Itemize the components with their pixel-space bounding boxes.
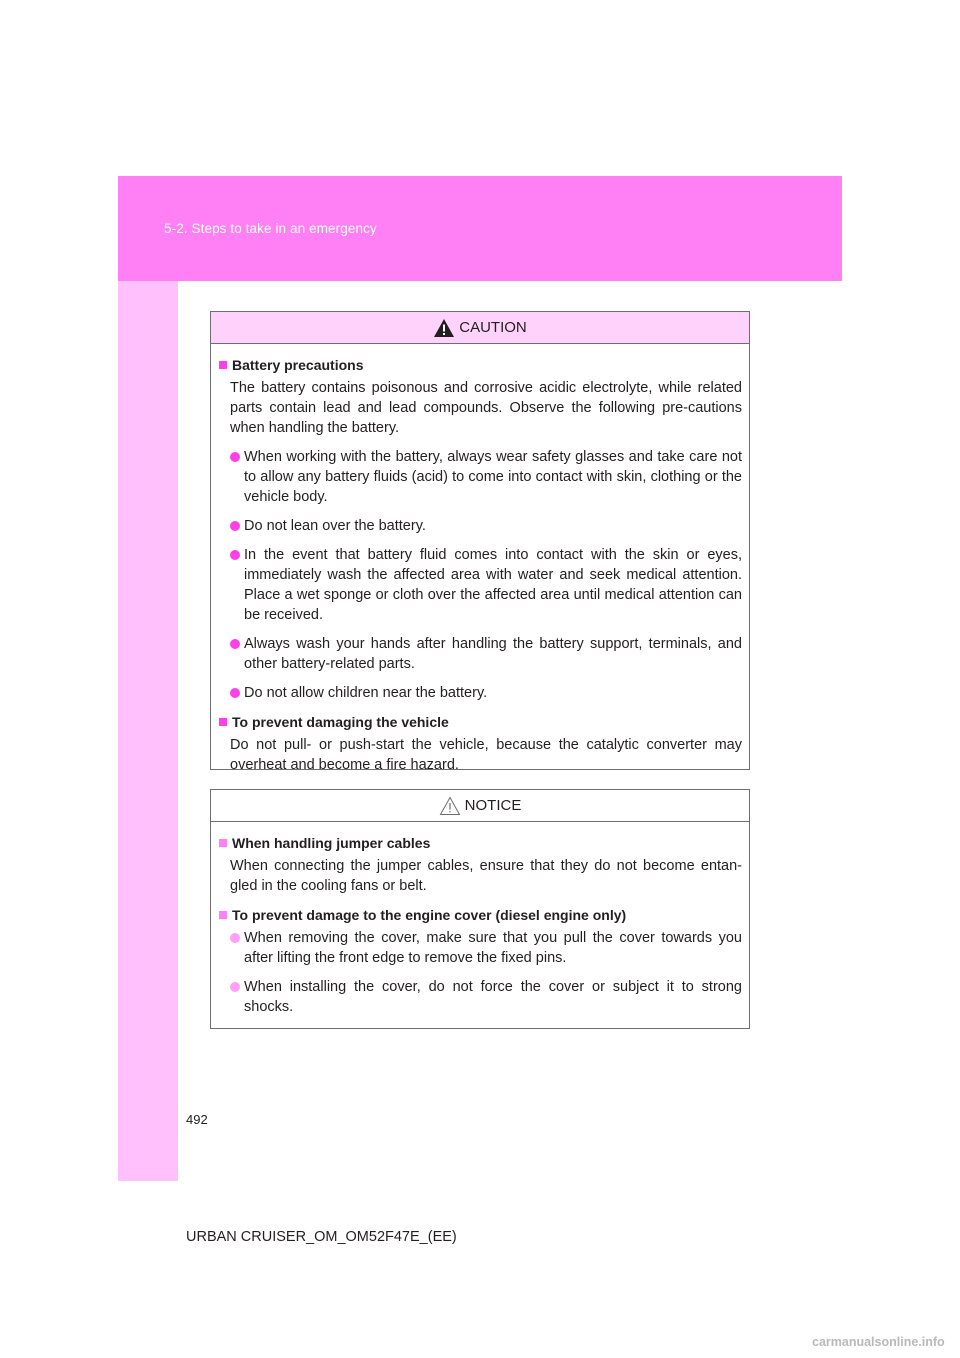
list-item-text: Always wash your hands after handling the battery support, terminals, and other battery-related parts. (244, 636, 742, 672)
circle-bullet-icon (230, 933, 240, 943)
list-item (230, 683, 742, 703)
list-item (230, 977, 742, 1017)
footer-code: URBAN CRUISER_OM_OM52F47E_(EE) (186, 1229, 457, 1245)
paragraph: The battery contains poisonous and corrosive acidic electrolyte, while related parts contain lead and lead compounds. Observe the following pre-cautions when handling the battery. (230, 380, 742, 436)
square-bullet-icon (219, 361, 227, 369)
notice-body (211, 822, 749, 1017)
paragraph: Do not pull- or push-start the vehicle, because the catalytic converter may overheat and become a fire hazard. (230, 737, 742, 773)
section-title: 5-2. Steps to take in an emergency (164, 221, 377, 236)
list-item (230, 634, 742, 674)
section-heading (219, 833, 742, 853)
caution-header (211, 312, 749, 344)
list-item-text: When installing the cover, do not force the cover or subject it to strong shocks. (244, 979, 742, 1015)
list-item (230, 545, 742, 625)
heading-text: When handling jumper cables (232, 835, 431, 851)
page-number: 492 (186, 1112, 208, 1127)
warning-icon (433, 318, 455, 338)
list-item-text: When working with the battery, always wear safety glasses and take care not to allow any battery fluids (acid) to come into contact with skin, clothing or the vehicle body. (244, 449, 742, 505)
watermark: carmanualsonline.info (812, 1335, 945, 1349)
caution-box (210, 311, 750, 773)
circle-bullet-icon (230, 688, 240, 698)
list-item-text: Do not allow children near the battery. (244, 685, 488, 701)
list-item (230, 516, 742, 536)
side-band (118, 281, 178, 1181)
circle-bullet-icon (230, 982, 240, 992)
list-item-text: In the event that battery fluid comes into contact with the skin or eyes, immediately wash the affected area with water and seek medical attention. Place a wet sponge or cloth over the affected area until medical attention can be received. (244, 547, 742, 623)
caution-title: CAUTION (459, 319, 527, 336)
circle-bullet-icon (230, 521, 240, 531)
circle-bullet-icon (230, 550, 240, 560)
section-heading (219, 712, 742, 732)
heading-text: To prevent damage to the engine cover (diesel engine only) (232, 907, 627, 923)
list-item (230, 928, 742, 968)
square-bullet-icon (219, 718, 227, 726)
warning-outline-icon (439, 796, 461, 816)
paragraph: When connecting the jumper cables, ensure that they do not become entan-gled in the cooling fans or belt. (230, 858, 742, 894)
list-item-text: When removing the cover, make sure that you pull the cover towards you after lifting the front edge to remove the fixed pins. (244, 930, 742, 966)
notice-header (211, 790, 749, 822)
circle-bullet-icon (230, 639, 240, 649)
list-item (230, 447, 742, 507)
notice-title: NOTICE (464, 797, 522, 814)
list-item-text: Do not lean over the battery. (244, 518, 426, 534)
caution-body (211, 344, 749, 775)
square-bullet-icon (219, 839, 227, 847)
section-heading (219, 905, 742, 925)
heading-text: To prevent damaging the vehicle (232, 714, 449, 730)
square-bullet-icon (219, 911, 227, 919)
section-heading (219, 355, 742, 375)
notice-box (210, 789, 750, 1029)
heading-text: Battery precautions (232, 357, 364, 373)
circle-bullet-icon (230, 452, 240, 462)
